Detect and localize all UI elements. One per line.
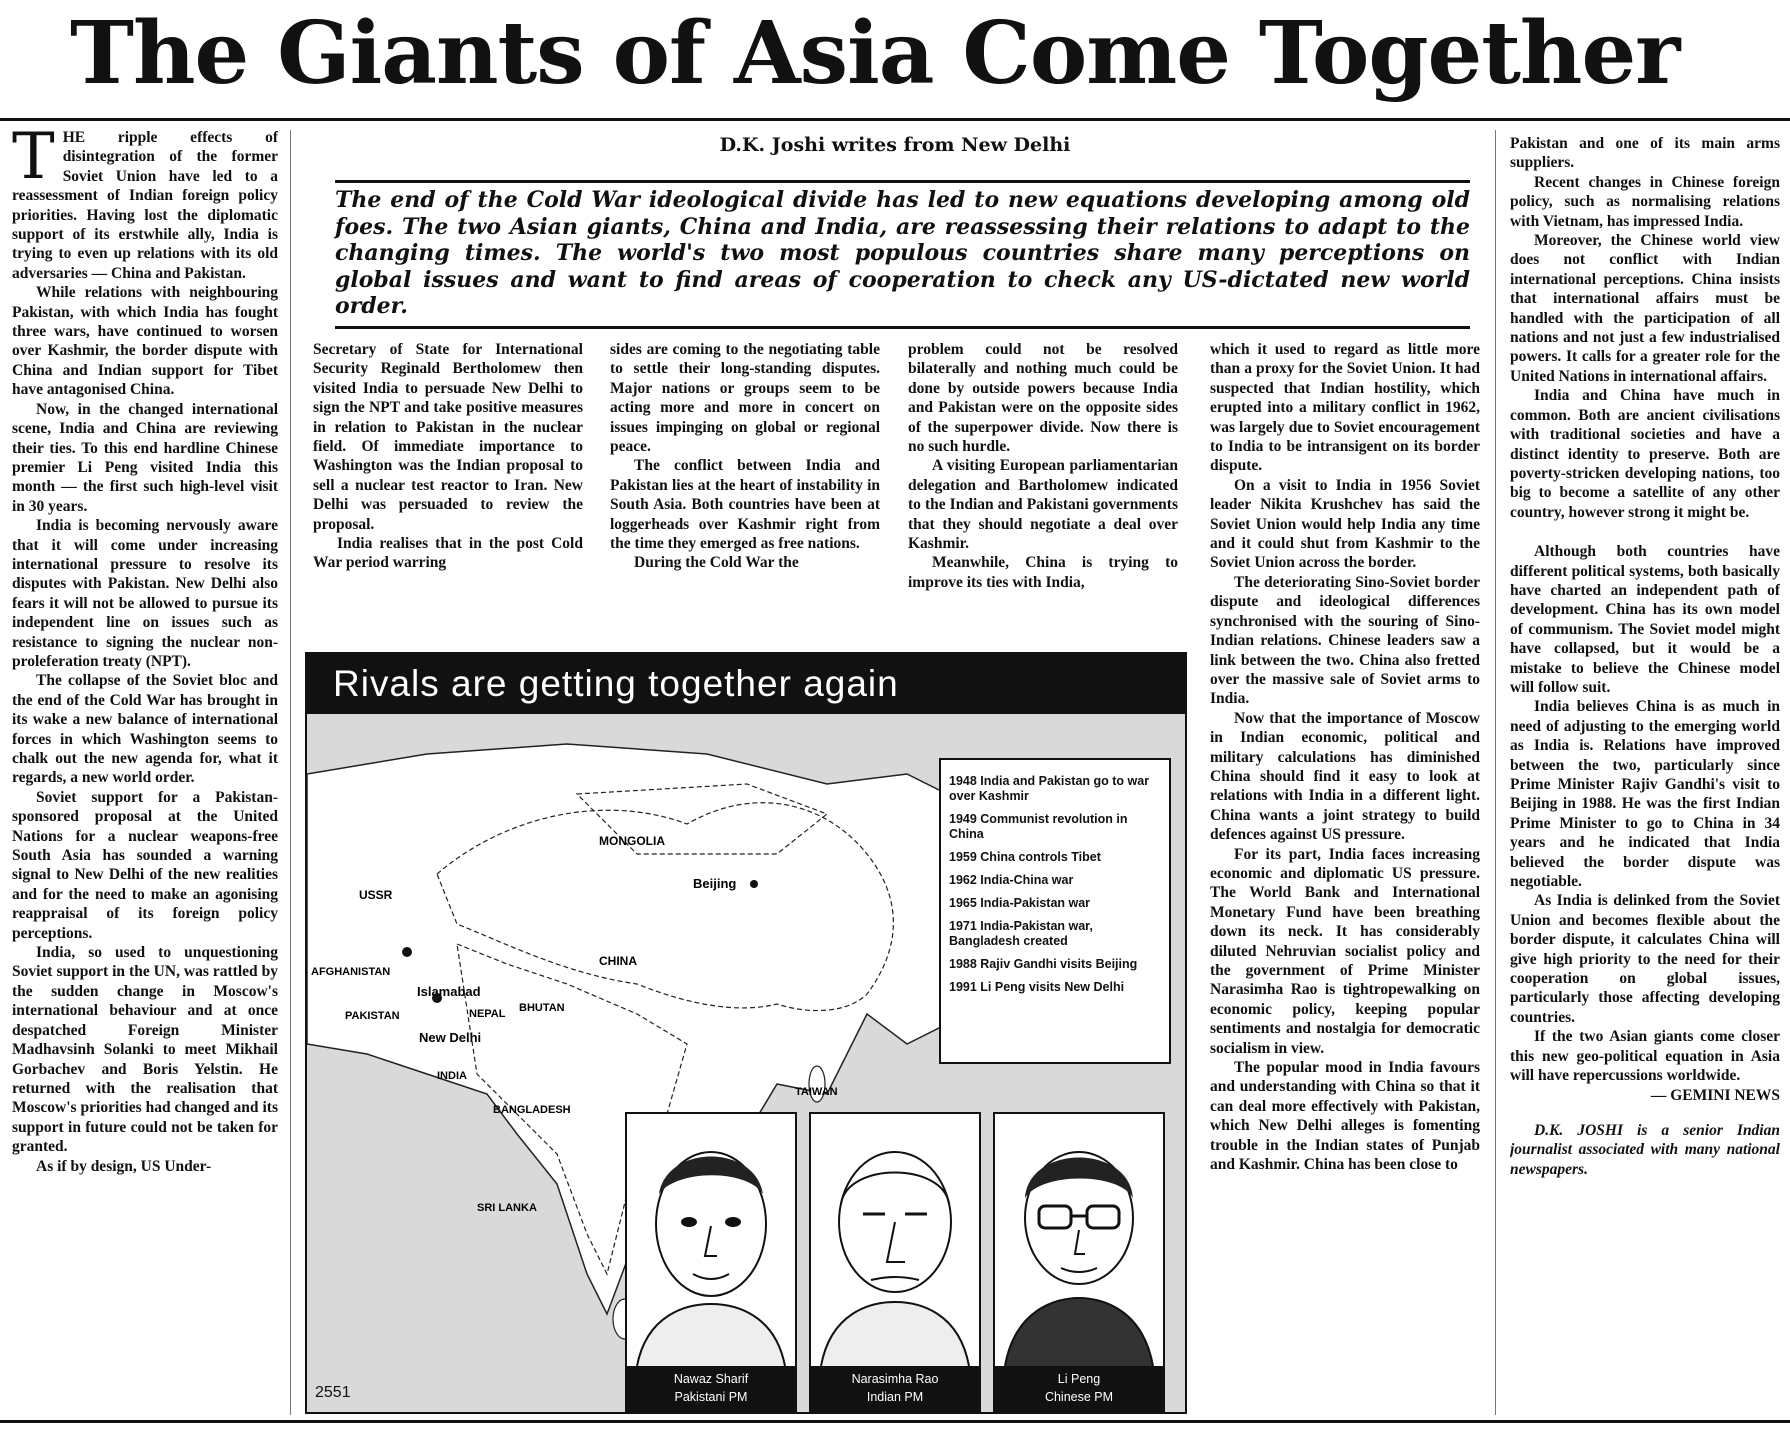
map-label-mongolia: MONGOLIA (599, 834, 665, 848)
portrait-name: Narasimha Rao (851, 1372, 939, 1386)
map-label-ussr: USSR (359, 888, 393, 902)
col5-paragraph-3: The deteriorating Sino-Soviet border dispute and ideological differences synchronised with the souring of Sino-Indian relations. Chinese leaders saw a link between the two. China also fretted over the massive sale of Soviet arms to India. (1210, 573, 1480, 708)
col6-paragraph-6: India believes China is as much in need of adjusting to the emerging world as India is. Relations have improved between the two, particularly since Prime Minister Rajiv Gandhi's visit to Beijing in 1988. He was the first Indian Prime Minister to go to China in 34 years and he indicated that India believed the border dispute was negotiable. (1510, 698, 1780, 891)
beijing-marker (750, 880, 758, 888)
col3-paragraph-3: During the Cold War the (634, 554, 799, 572)
map-label-china: CHINA (599, 954, 637, 968)
col5-paragraph-4: Now that the importance of Moscow in Indian economic, political and military calculations has diminished China should find it easy to look at relations with India in a different light. China wants a joint strategy to build defences against US pressure. (1210, 709, 1480, 844)
timeline-item: 1988 Rajiv Gandhi visits Beijing (949, 957, 1138, 971)
portrait-caption (627, 1366, 795, 1410)
col6-paragraph-7: As India is delinked from the Soviet Union and becomes flexible about the border dispute, it calculates China will give high priority to the need for their cooperation on global issues, particularly those affecting developing countries. (1510, 892, 1780, 1026)
map-label-new-delhi: New Delhi (419, 1030, 482, 1045)
col5-paragraph-2: On a visit to India in 1956 Soviet leader Nikita Krushchev has said the Soviet Union would help India any time and it could shut from Kashmir to the Soviet Union across the border. (1210, 476, 1480, 572)
col6-paragraph-3: Moreover, the Chinese world view does not conflict with Indian international perceptions. China insists that international affairs must be handled with the participation of all nations and not just a few industrialised powers. It calls for a greater role for the United Nations in international affairs. (1510, 232, 1780, 385)
col5-paragraph-5: For its part, India faces increasing economic and diplomatic US pressure. The World Bank and International Monetary Fund have been breathing down its neck. It has considerably diluted Nehruvian socialist policy and the government of Prime Minister Narasimha Rao is tightropewalking on economic policy, keeping popular sentiments and nostalgia for democratic socialism in view. (1210, 845, 1480, 1057)
timeline-item: 1962 India-China war (949, 873, 1074, 887)
map-label-taiwan: TAIWAN (795, 1086, 838, 1098)
infographic (305, 652, 1187, 1414)
col1-paragraph-5: The collapse of the Soviet bloc and the end of the Cold War has brought in its wake a new balance of international forces in which Washington seems to chalk out the new agenda for, what it regards, a new world order. (12, 672, 278, 787)
news-credit: — GEMINI NEWS (1650, 1086, 1780, 1104)
col1-paragraph-1: THE ripple effects of disintegration of the former Soviet Union have led to a reassessment of Indian foreign policy priorities. Having lost the diplomatic support of its erstwhile ally, India is trying to even up relations with its old adversaries — China and Pakistan. (12, 128, 278, 282)
col6-paragraph-4: India and China have much in common. Both are ancient civilisations with traditional societies and have a distinct identity to preserve. Both are poverty-stricken developing nations, too big to become a satellite of any other country, however strong it might be. (1510, 387, 1780, 521)
col6-paragraph-1: Pakistan and one of its main arms suppliers. (1510, 135, 1780, 172)
map-label-nepal: NEPAL (469, 1008, 506, 1020)
article-column-3 (610, 340, 880, 636)
author-bio: D.K. JOSHI is a senior Indian journalist associated with many national newspapers. (1510, 1121, 1780, 1178)
graphic-code: 2551 (315, 1384, 351, 1401)
col4-paragraph-2: A visiting European parliamentarian delegation and Bartholomew indicated to the Indian and Pakistani governments that they should negotiate a deal over Kashmir. (908, 457, 1178, 553)
col2-paragraph-1: Secretary of State for International Security Reginald Bertholomew then visited India to persuade New Delhi to sign the NPT and take positive measures in relation to Pakistan in the nuclear field. Of immediate importance to Washington was the Indian proposal to sell a nuclear test reactor to Iran. New Delhi was persuaded to review the proposal. (313, 341, 583, 533)
col1-paragraph-3: Now, in the changed international scene, India and China are reviewing their ties. To this end hardline Chinese premier Li Peng visited India this month — the first such high-level visit in 30 years. (12, 400, 278, 515)
col3-paragraph-1: sides are coming to the negotiating table to settle their long-standing disputes. Major nations or groups seem to be acting more and more in concert on issues impinging on global or regional peace. (610, 341, 880, 456)
portrait-role: Indian PM (866, 1390, 924, 1404)
byline: D.K. Joshi writes from New Delhi (719, 134, 1071, 156)
map-label-beijing: Beijing (693, 876, 737, 891)
col5-paragraph-1: which it used to regard as little more than a proxy for the Soviet Union. It had suspected that Indian hostility, which erupted into a military conflict in 1962, was largely due to Soviet encouragement to India to be intransigent on its border dispute. (1210, 341, 1480, 475)
col4-paragraph-1: problem could not be resolved bilaterally and nothing much could be done by outside powers because India and Pakistan were on the opposite sides of the superpower divide. Now there is no such hurdle. (908, 341, 1178, 456)
standfirst: The end of the Cold War ideological divide has led to new equations developing among old foes. The two Asian giants, China and India, are reassessing their relations to adapt to the changing times. The world's two most populous countries share many perceptions on global issues and want to find areas of cooperation to check any US-dictated new world order. (335, 180, 1470, 329)
article-column-1 (12, 128, 278, 1420)
col6-paragraph-2: Recent changes in Chinese foreign policy, such as normalising relations with Vietnam, has impressed India. (1510, 173, 1780, 230)
article-column-2 (313, 340, 583, 636)
article-column-5 (1210, 340, 1480, 1418)
article-column-6 (1510, 134, 1780, 1418)
timeline-item: 1959 China controls Tibet (949, 850, 1101, 864)
map-label-sri-lanka: SRI LANKA (477, 1202, 537, 1214)
timeline-item: 1991 Li Peng visits New Delhi (949, 980, 1125, 994)
timeline-box (939, 758, 1171, 1064)
timeline-item: 1965 India-Pakistan war (949, 896, 1091, 910)
column-rule (1495, 130, 1496, 1415)
timeline-item: 1971 India-Pakistan war, Bangladesh created (949, 919, 1093, 948)
col6-paragraph-5: Although both countries have different political systems, both basically have charted an independent path of development. China has its own model of communism. The Soviet model might have collapsed, but it would be a mistake to believe the Chinese model will follow suit. (1510, 543, 1780, 696)
headline: The Giants of Asia Come Together (70, 3, 1680, 104)
timeline-item: 1948 India and Pakistan go to war over Kashmir (949, 774, 1150, 803)
col5-paragraph-6: The popular mood in India favours and understanding with China so that it can deal more effectively with Pakistan, which New Delhi alleges is fomenting trouble in the Indian states of Punjab and Kashmir. China has been close to (1210, 1059, 1480, 1174)
col2-paragraph-2: India realises that in the post Cold War period warring (313, 535, 583, 572)
portrait-sketch (627, 1114, 795, 1366)
map-label-india: INDIA (437, 1070, 467, 1082)
article-column-4 (908, 340, 1178, 636)
map-label-afghanistan: AFGHANISTAN (311, 966, 391, 978)
col6-paragraph-8: If the two Asian giants come closer this new geo-political equation in Asia will have repercussions worldwide. (1510, 1028, 1780, 1085)
col1-paragraph-6: Soviet support for a Pakistan-sponsored proposal at the United Nations for a nuclear weapons-free South Asia has sounded a warning signal to New Delhi of the new realities and for the need to make an agonising reappraisal of its foreign policy perceptions. (12, 788, 278, 942)
bottom-rule (0, 1420, 1790, 1423)
portrait-name: Nawaz Sharif (673, 1372, 749, 1386)
map-label-bangladesh: BANGLADESH (493, 1104, 571, 1116)
col3-paragraph-2: The conflict between India and Pakistan lies at the heart of instability in South Asia. Both countries have been at loggerheads over Kashmir right from the time they emerged as free nations. (610, 457, 880, 553)
portrait-sketch (811, 1114, 979, 1366)
column-rule (290, 130, 291, 1415)
headline-rule (0, 118, 1790, 121)
portrait-sketch (995, 1114, 1163, 1366)
portrait-role: Pakistani PM (674, 1390, 748, 1404)
col4-paragraph-3: Meanwhile, China is trying to improve its ties with India, (908, 554, 1178, 591)
portrait-caption (811, 1366, 979, 1410)
timeline-item: 1949 Communist revolution in China (949, 812, 1128, 841)
drop-cap: T (12, 128, 55, 194)
map-label-pakistan: PAKISTAN (345, 1010, 400, 1022)
col1-paragraph-8: As if by design, US Under- (36, 1157, 212, 1175)
col1-paragraph-4: India is becoming nervously aware that it will come under increasing international pressure to resolve its disputes with Pakistan. New Delhi also fears it will not be allowed to pursue its independent line on issues such as resistance to signing the nuclear non-proleferation treaty (NPT). (12, 517, 278, 670)
infographic-banner: Rivals are getting together again (307, 654, 1185, 714)
portrait-narasimha-rao (809, 1112, 981, 1412)
portrait-name: Li Peng (1057, 1372, 1101, 1386)
col1-paragraph-7: India, so used to unquestioning Soviet support in the UN, was rattled by the sudden change in Moscow's international behaviour and at once despatched Foreign Minister Madhavsinh Solanki to meet Mikhail Gorbachev and Boris Yelstin. He returned with the realisation that Moscow's priorities had changed and its support in future could not be taken for granted. (12, 944, 278, 1156)
portrait-li-peng (993, 1112, 1165, 1412)
portrait-role: Chinese PM (1044, 1390, 1114, 1404)
portrait-caption (995, 1366, 1163, 1410)
map-label-islamabad: Islamabad (417, 984, 481, 999)
map-label-bhutan: BHUTAN (519, 1002, 565, 1014)
col1-paragraph-2: While relations with neighbouring Pakistan, with which India has fought three wars, have continued to worsen over Kashmir, the border dispute with China and Indian support for Tibet have antagonised China. (12, 284, 278, 399)
portrait-nawaz-sharif (625, 1112, 797, 1412)
islamabad-marker (402, 947, 412, 957)
